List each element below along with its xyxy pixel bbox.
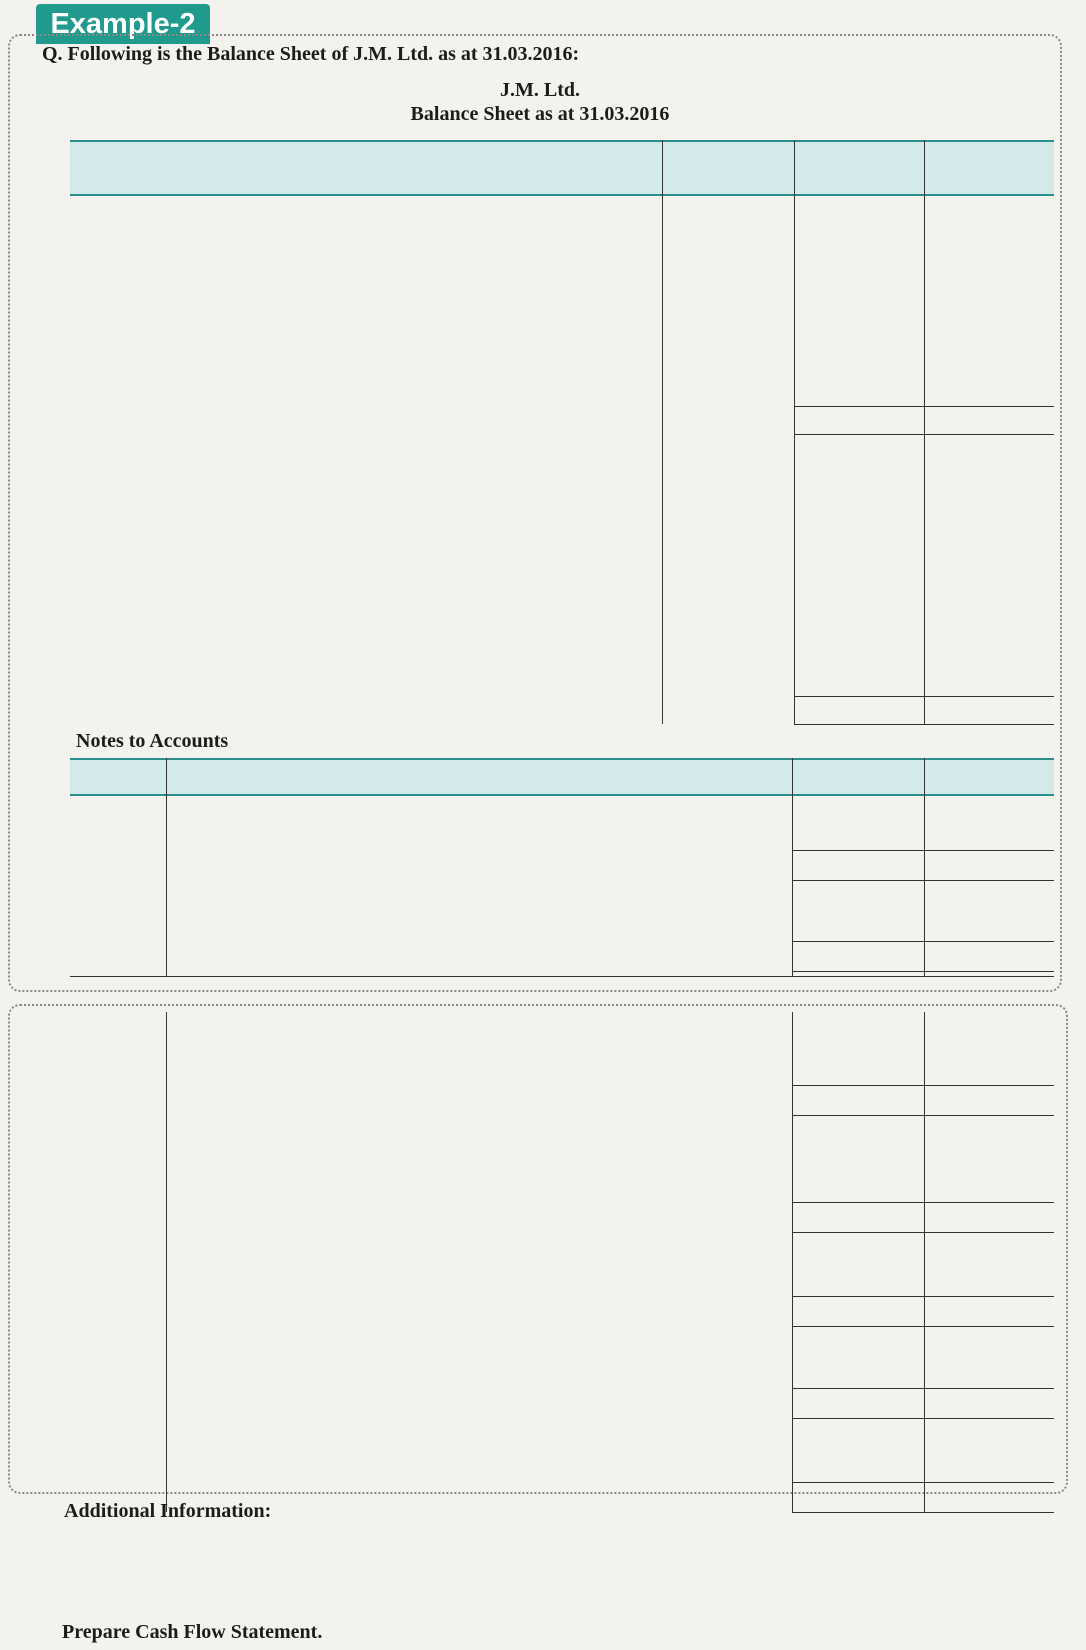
notes-col-rule (792, 758, 793, 976)
notes-col-rule (166, 1012, 167, 1512)
notes-rule-bottom (70, 976, 1054, 977)
notes-rule-top (70, 758, 1054, 760)
note-total-rule-bottom (792, 1512, 1054, 1513)
note-total-rule-bottom (792, 1418, 1054, 1419)
note-total-rule-bottom (792, 1326, 1054, 1327)
bs-col-rule (794, 140, 795, 724)
bs-header-band (70, 140, 1054, 194)
note-total-rule-top (792, 850, 1054, 851)
notes-col-rule (924, 1012, 925, 1512)
notes-col-rule (924, 758, 925, 976)
example-box-bottom (8, 1004, 1068, 1494)
bs-col-rule (662, 140, 663, 724)
sheet-title: Balance Sheet as at 31.03.2016 (410, 103, 670, 125)
note-total-rule-bottom (792, 1115, 1054, 1116)
note-total-rule-bottom (792, 1232, 1054, 1233)
bs-total-rule-bottom (794, 724, 1054, 725)
additional-title: Additional Information: (64, 1500, 272, 1522)
notes-header-band (70, 758, 1054, 794)
notes-col-rule (166, 758, 167, 976)
bs-rule-header (70, 194, 1054, 196)
bs-rule-top (70, 140, 1054, 142)
note-total-rule-top (792, 1388, 1054, 1389)
company-name: J.M. Ltd. (500, 79, 580, 101)
note-total-rule-top (792, 1296, 1054, 1297)
note-total-rule-bottom (792, 971, 1054, 972)
notes-rule-header (70, 794, 1054, 796)
notes-col-rule (792, 1012, 793, 1512)
note-total-rule-bottom (792, 880, 1054, 881)
note-total-rule-top (792, 1085, 1054, 1086)
note-total-rule-top (792, 941, 1054, 942)
instruction-text: Prepare Cash Flow Statement. (62, 1621, 323, 1643)
question-text: Q. Following is the Balance Sheet of J.M. Ltd. as at 31.03.2016: (42, 43, 580, 65)
note-total-rule-top (792, 1482, 1054, 1483)
note-total-rule-top (792, 1202, 1054, 1203)
notes-title: Notes to Accounts (76, 730, 229, 752)
bs-col-rule (924, 140, 925, 724)
example-badge: Example-2 (36, 4, 210, 44)
